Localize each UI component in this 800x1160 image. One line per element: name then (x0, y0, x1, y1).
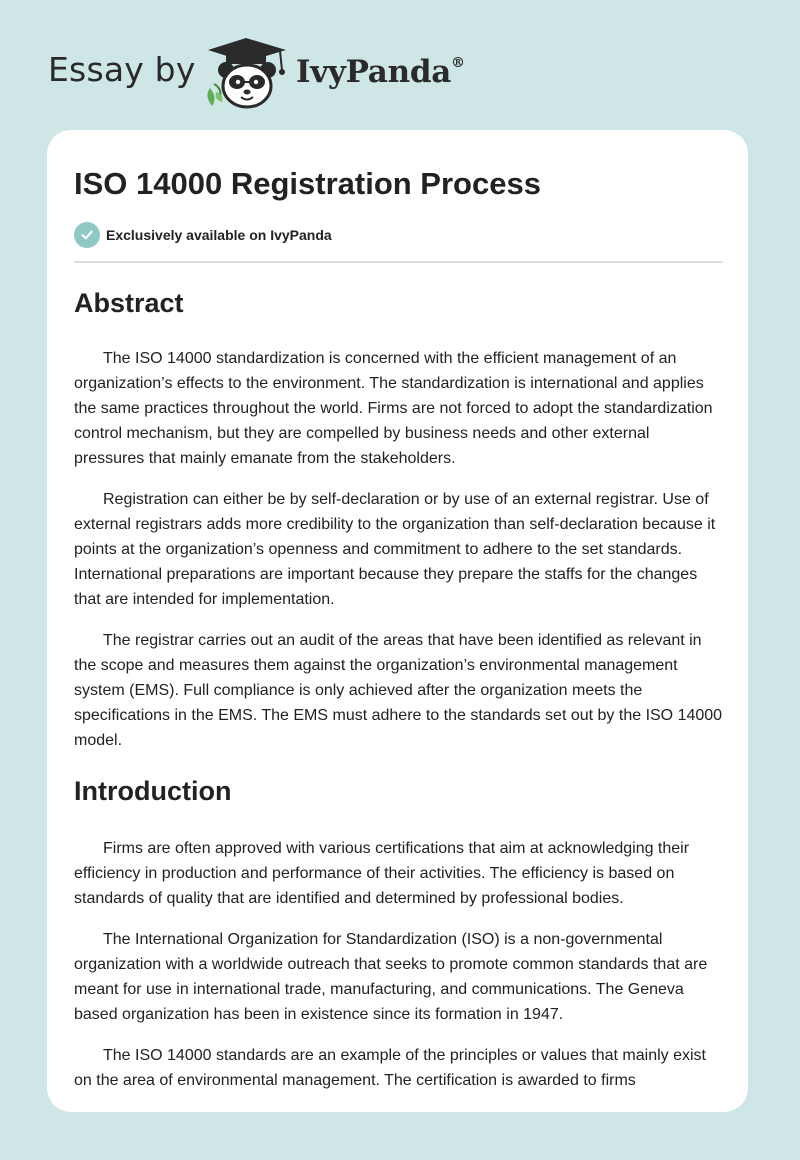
paragraph: The International Organization for Standardization (ISO) is a non-governmental organization with a worldwide outreach that seeks to promote common standards that are meant for use in international trade, manufacturing, and communications. The Geneva based organization has been in existence since its formation in 1947. (74, 931, 708, 1023)
brand-name: IvyPanda® (296, 54, 465, 90)
site-header (0, 0, 800, 130)
paragraph: Registration can either be by self-declaration or by use of an external registrar. Use of external registrars adds more credibility to the organization than self-declaration because it points at the organization’s openness and commitment to adhere to the set standards. International preparations are important because they prepare the staffs for the changes that are intended for implementation. (74, 491, 716, 608)
exclusive-badge (74, 222, 723, 248)
paragraph: Firms are often approved with various certifications that aim at acknowledging their efficiency in production and performance of their activities. The efficiency is based on standards of quality that are identified and determined by professional bodies. (74, 840, 690, 907)
essay-content (74, 166, 723, 1093)
paragraph: The ISO 14000 standardization is concerned with the efficient management of an organization’s effects to the environment. The standardization is international and applies the same practices throughout the world. Firms are not forced to adopt the standardization control mechanism, but they are compelled by business needs and other external pressures that mainly emanate from the stakeholders. (74, 350, 713, 467)
exclusive-label: Exclusively available on IvyPanda (106, 227, 332, 243)
paragraph: The ISO 14000 standards are an example of the principles or values that mainly exist on the area of environmental management. The certification is awarded to firms (74, 1047, 706, 1089)
section-heading-abstract: Abstract (74, 288, 184, 318)
essay-card (47, 130, 748, 1112)
section-heading-introduction: Introduction (74, 776, 232, 806)
essay-by-label: Essay by (48, 50, 196, 89)
paragraph: The registrar carries out an audit of the areas that have been identified as relevant in the scope and measures them against the organization’s environmental management system (EMS). Full compliance is only achieved after the organization meets the specifications in the EMS. The EMS must adhere to the standards set out by the ISO 14000 model. (74, 632, 723, 749)
panda-graduate-icon (200, 36, 292, 110)
registered-mark: ® (451, 54, 465, 71)
page-title: ISO 14000 Registration Process (74, 166, 541, 201)
divider (74, 261, 723, 263)
check-icon (74, 222, 100, 248)
